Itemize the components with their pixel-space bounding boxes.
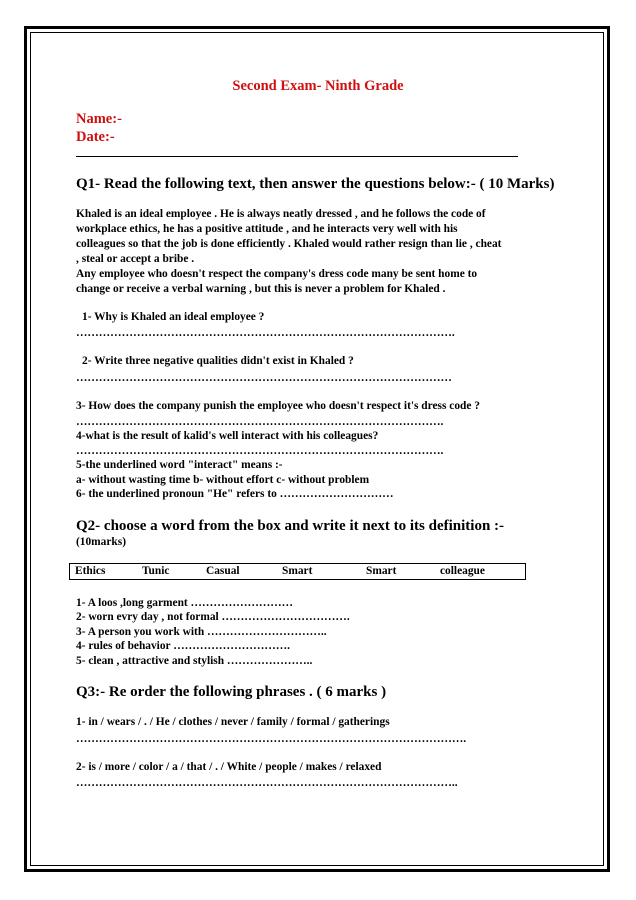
exam-title: Second Exam- Ninth Grade <box>232 78 404 94</box>
q2-item-5: 5- clean , attractive and stylish ………………….. <box>76 655 313 667</box>
passage-line: Any employee who doesn't respect the company's dress code many be sent home to <box>76 268 478 280</box>
answer-line: ………………………………………………………………………………………. <box>76 327 455 339</box>
word-box-item: colleague <box>440 565 485 577</box>
name-label: Name:- <box>76 111 122 127</box>
q3-item-2: 2- is / more / color / a / that / . / White / people / makes / relaxed <box>76 761 382 773</box>
answer-line: …………………………………………………………………………………………. <box>76 733 467 745</box>
q2-item-3: 3- A person you work with ………………………….. <box>76 626 327 638</box>
q1-question-4: 4-what is the result of kalid's well interact with his colleagues? <box>76 430 379 442</box>
passage-line: Khaled is an ideal employee . He is always neatly dressed , and he follows the code of <box>76 208 486 220</box>
passage-line: , steal or accept a bribe . <box>76 253 195 265</box>
passage-line: change or receive a verbal warning , but this is never a problem for Khaled . <box>76 283 446 295</box>
word-box-item: Smart <box>282 565 313 577</box>
q2-marks: (10marks) <box>76 536 126 548</box>
word-box-item: Smart <box>366 565 397 577</box>
word-box-item: Ethics <box>75 565 106 577</box>
q1-question-1: 1- Why is Khaled an ideal employee ? <box>82 311 265 323</box>
word-box-item: Tunic <box>142 565 170 577</box>
answer-line: ……………………………………………………………………………………. <box>76 445 444 457</box>
q3-heading: Q3:- Re order the following phrases . ( 6 marks ) <box>76 684 387 700</box>
q1-passage <box>76 207 501 297</box>
q1-question-6: 6- the underlined pronoun "He" refers to ………………………… <box>76 488 394 500</box>
answer-line: ……………………………………………………………………………………….. <box>76 777 458 789</box>
word-box <box>69 563 526 580</box>
q2-item-4: 4- rules of behavior …………………………. <box>76 640 290 652</box>
passage-line: colleagues so that the job is done efficiently . Khaled would rather resign than lie , cheat <box>76 238 502 250</box>
answer-line: ……………………………………………………………………………………… <box>76 372 452 384</box>
q1-question-5-options: a- without wasting time b- without effort c- without problem <box>76 474 370 486</box>
q2-heading: Q2- choose a word from the box and write it next to its definition :- <box>76 518 505 534</box>
q2-item-1: 1- A loos ,long garment ……………………… <box>76 597 294 609</box>
date-label: Date:- <box>76 129 115 145</box>
q1-question-2: 2- Write three negative qualities didn't exist in Khaled ? <box>82 355 354 367</box>
q1-question-3: 3- How does the company punish the employee who doesn't respect it's dress code ? <box>76 400 480 412</box>
q1-question-5: 5-the underlined word "interact" means :- <box>76 459 283 471</box>
q3-item-1: 1- in / wears / . / He / clothes / never / family / formal / gatherings <box>76 716 390 728</box>
answer-line: ……………………………………………………………………………………. <box>76 416 444 428</box>
word-box-item: Casual <box>206 565 240 577</box>
q1-heading: Q1- Read the following text, then answer the questions below:- ( 10 Marks) <box>76 176 555 192</box>
passage-line: workplace ethics, he has a positive attitude , and he interacts very well with his <box>76 223 458 235</box>
header-divider <box>76 156 518 157</box>
q2-item-2: 2- worn evry day , not formal ……………………………. <box>76 611 350 623</box>
